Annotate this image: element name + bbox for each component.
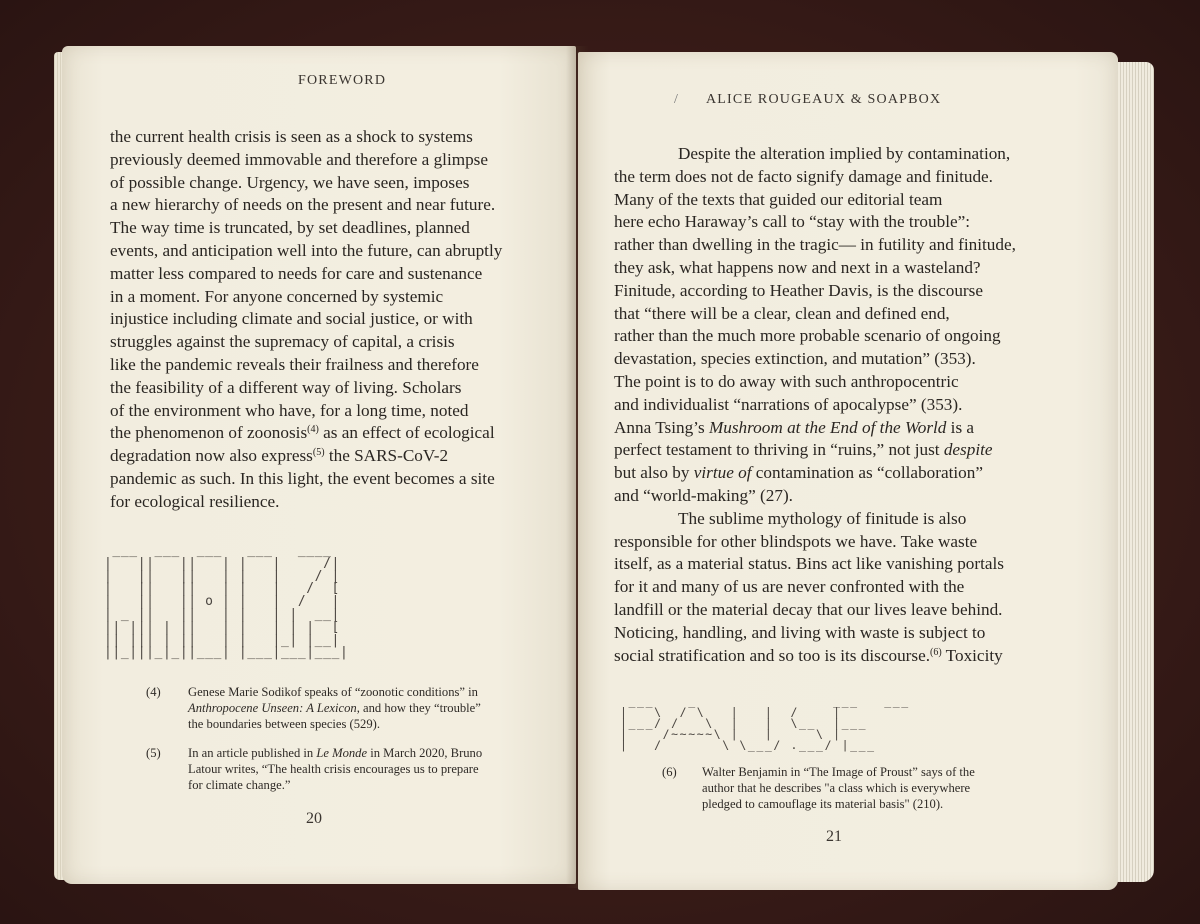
footnote-line: pledged to camouflage its material basis" (210). [702, 797, 944, 811]
text-line: previously deemed immovable and therefore a glimpse [110, 149, 488, 169]
text-line: the feasibility of a different way of living. Scholars [110, 377, 462, 397]
text-line: Noticing, handling, and living with waste is subject to [614, 622, 986, 642]
text-line: Anna Tsing’s Mushroom at the End of the World is a [614, 417, 975, 437]
text-line: injustice including climate and social justice, or with [110, 309, 473, 329]
footnote-5 [146, 745, 546, 797]
footnote-ref-4: (4) [307, 424, 319, 436]
text-line: Finitude, according to Heather Davis, is the discourse [614, 280, 983, 300]
text-line: like the pandemic reveals their frailness and therefore [110, 354, 479, 374]
right-page-edges [1112, 62, 1154, 882]
text-line: a new hierarchy of needs on the present and near future. [110, 195, 496, 215]
text-line: of the environment who have, for a long time, noted [110, 400, 469, 420]
text-line: of possible change. Urgency, we have seen, imposes [110, 172, 470, 192]
text-line: degradation now also express$^{(5)}$ the SARS-CoV-2 [110, 446, 449, 466]
footnote-number: (4) [146, 685, 161, 699]
footnote-line: Anthropocene Unseen: A Lexicon, and how they “trouble” [188, 701, 481, 715]
text-line: the current health crisis is seen as a shock to systems [110, 127, 473, 146]
text-line: itself, as a material status. Bins act like vanishing portals [614, 554, 1004, 574]
running-head-left: FOREWORD [298, 73, 387, 88]
text-line: rather than dwelling in the tragic— in futility and finitude, [614, 235, 1016, 255]
footnote-line: the boundaries between species (529). [188, 717, 380, 731]
pencil-mark: / [674, 92, 678, 107]
text-line: and individualist “narrations of apocalypse” (353). [614, 394, 963, 414]
right-body-text [614, 143, 1016, 667]
text-line: responsible for other blindspots we have. Take waste [614, 531, 978, 551]
running-head-right: ALICE ROUGEAUX & SOAPBOX [706, 92, 942, 107]
footnote-ref-5: (5) [312, 447, 325, 459]
footnote-line: Latour writes, “The health crisis encourages us to prepare [188, 762, 479, 776]
text-line: landfill or the material decay that our lives leave behind. [614, 599, 1003, 619]
text-line: that “there will be a clear, clean and defined end, [614, 303, 950, 323]
text-line: perfect testament to thriving in “ruins,” not just despite [614, 440, 993, 460]
text-line: in a moment. For anyone concerned by systemic [110, 286, 444, 306]
footnote-6 [662, 764, 1082, 816]
text-line: social stratification and so too is its discourse.$^{(6)}$ Toxicity [614, 645, 1003, 665]
footnote-number: (5) [146, 746, 161, 760]
footnote-line: In an article published in Le Monde in March 2020, Bruno [188, 746, 483, 760]
text-line: The sublime mythology of finitude is also [678, 508, 967, 528]
text-line: but also by virtue of contamination as “collaboration” [614, 463, 983, 483]
text-line: they ask, what happens now and next in a wasteland? [614, 257, 981, 277]
footnote-number: (6) [662, 765, 677, 779]
text-line: Despite the alteration implied by contamination, [678, 144, 1011, 163]
text-line: The way time is truncated, by set deadlines, planned [110, 218, 470, 238]
text-line: and “world-making” (27). [614, 485, 793, 505]
footnote-line: Genese Marie Sodikof speaks of “zoonotic conditions” in [188, 685, 478, 699]
text-line: for it and many of us are never confronted with the [614, 577, 965, 597]
footnote-line: author that he describes "a class which is everywhere [702, 781, 971, 795]
ascii-art-hole: ___ ___ ___ ___ ____ | || || | | | /| | || || | | | / | | || || | | | / [ | || || o | | | / | | _ || || | | | | __| || ||| | || | | | | | [ || ||| | || | | |_| |__| ||_|||_|_||___| |___|___|___| [104, 543, 349, 661]
text-line: devastation, species extinction, and mutation” (353). [614, 349, 976, 369]
footnote-line: for climate change.” [188, 778, 291, 792]
footnote-line: Walter Benjamin in “The Image of Proust” says of the [702, 765, 975, 779]
ascii-art-pause: ___ _ ___ ___ | \ / \ | | / | |___/ / \ | | \__ |___ | /~~~~~\ | | \ | | / \ \___/ .___/ |___ [620, 694, 910, 752]
text-line: for ecological resilience. [110, 491, 280, 511]
text-line: Many of the texts that guided our editorial team [614, 189, 943, 209]
footnote-4 [146, 684, 546, 736]
page-number-left: 20 [306, 810, 322, 827]
text-line: pandemic as such. In this light, the event becomes a site [110, 468, 495, 488]
footnote-ref-6: (6) [930, 646, 942, 658]
page-number-right: 21 [826, 828, 842, 845]
left-body-text [110, 126, 502, 514]
text-line: rather than the much more probable scenario of ongoing [614, 326, 1001, 346]
text-line: matter less compared to needs for care and sustenance [110, 263, 483, 283]
text-line: The point is to do away with such anthropocentric [614, 371, 959, 391]
text-line: the phenomenon of zoonosis$^{(4)}$ as an effect of ecological [110, 423, 495, 443]
text-line: events, and anticipation well into the future, can abruptly [110, 240, 503, 260]
text-line: here echo Haraway’s call to “stay with the trouble”: [614, 212, 971, 232]
text-line: struggles against the supremacy of capital, a crisis [110, 332, 455, 352]
text-line: the term does not de facto signify damage and finitude. [614, 166, 993, 186]
